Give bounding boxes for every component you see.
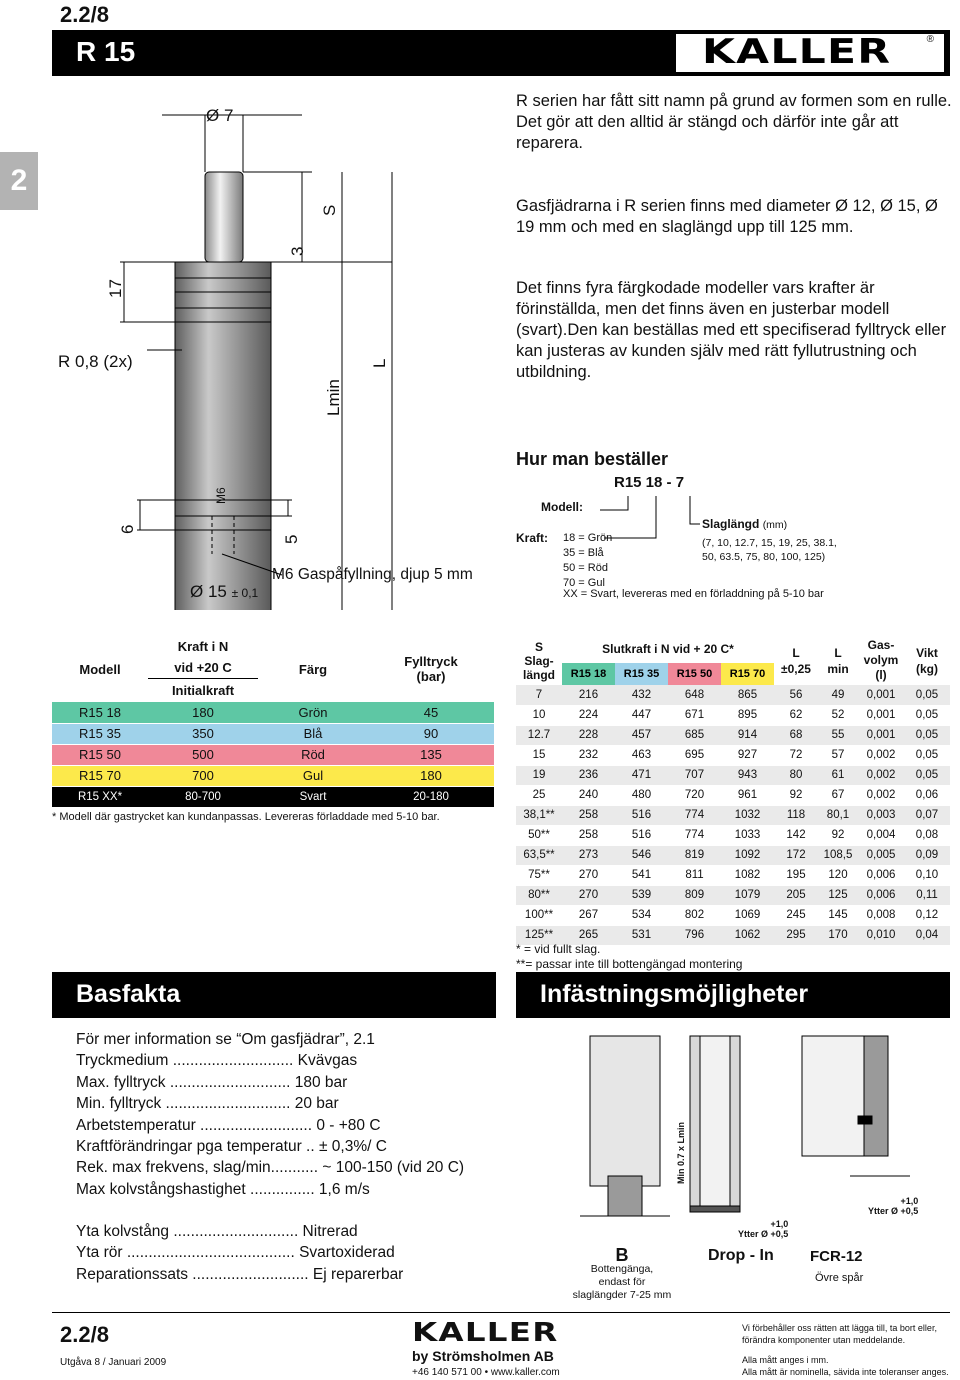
order-slag-label: Slaglängd (mm) — [702, 517, 788, 531]
table-cell: 0,004 — [858, 825, 904, 845]
order-kraft-label: Kraft: — [516, 531, 548, 545]
table-cell: 774 — [668, 825, 721, 845]
table-cell: 0,05 — [904, 745, 950, 765]
table-cell: 145 — [818, 905, 858, 925]
table-cell: 63,5** — [516, 845, 562, 865]
table-cell: 0,008 — [858, 905, 904, 925]
header-r15-18: R15 18 — [562, 663, 615, 685]
lmin-label: Lmin — [324, 379, 343, 416]
table-cell: 0,006 — [858, 865, 904, 885]
table-cell: 216 — [562, 685, 615, 705]
header-farg: Färg — [298, 661, 328, 677]
table-cell: 671 — [668, 705, 721, 725]
order-modell-label: Modell: — [541, 500, 583, 514]
table-cell: 1092 — [721, 845, 774, 865]
header-modell: Modell — [79, 661, 121, 677]
order-title: Hur man beställer — [516, 449, 669, 469]
table-cell: 457 — [615, 725, 668, 745]
table-cell: 463 — [615, 745, 668, 765]
fact-line: Max. fylltryck ............................ 180 bar — [76, 1073, 348, 1091]
table-cell: 1069 — [721, 905, 774, 925]
stroke-note-1: * = vid fullt slag. — [516, 942, 601, 956]
order-kraft-list: 18 = Grön 35 = Blå 50 = Röd 70 = Gul — [563, 532, 613, 589]
table-cell: 195 — [774, 865, 818, 885]
fact-line: Kraftförändringar pga temperatur .. ± 0,3%/ C — [76, 1138, 387, 1156]
fact-line: Max kolvstångshastighet ............... 1,6 m/s — [76, 1180, 370, 1198]
registered-mark: ® — [926, 34, 934, 45]
dim-6-label: 6 — [118, 524, 137, 534]
table-cell: 432 — [615, 685, 668, 705]
table-cell: 7 — [516, 685, 562, 705]
table-cell: 270 — [562, 865, 615, 885]
table-cell: 695 — [668, 745, 721, 765]
table-cell: 15 — [516, 745, 562, 765]
table-cell: 471 — [615, 765, 668, 785]
table-cell: 125** — [516, 925, 562, 945]
header-fylltryck: Fylltryck (bar) — [404, 654, 458, 684]
table-row — [516, 705, 950, 725]
table-cell: 170 — [818, 925, 858, 945]
dim-3-label: 3 — [288, 246, 307, 256]
title-bar — [52, 30, 950, 76]
intro-paragraph-1: R serien har fått sitt namn på grund av formen som en rulle. Det gör att den alltid är stängd och därför inte går att reparera. — [516, 92, 952, 152]
stroke-label: S — [320, 204, 339, 216]
table-cell: 1079 — [721, 885, 774, 905]
table-cell: 648 — [668, 685, 721, 705]
table-cell: 0,002 — [858, 745, 904, 765]
table-cell: 228 — [562, 725, 615, 745]
table-cell: 75** — [516, 865, 562, 885]
table-cell: 0,002 — [858, 765, 904, 785]
dim-5-label: 5 — [282, 534, 301, 544]
page-number: 2.2/8 — [60, 2, 109, 27]
table-row — [516, 805, 950, 825]
stroke-table-body — [516, 685, 950, 945]
header-slutkraft: Slutkraft i N vid + 20 C* — [602, 642, 734, 657]
fact-line: Yta rör ....................................... Svartoxiderad — [76, 1244, 395, 1262]
header-lmin: L min — [827, 645, 849, 676]
table-cell: 80** — [516, 885, 562, 905]
header-l: L ±0,25 — [781, 645, 811, 676]
table-cell: 943 — [721, 765, 774, 785]
fact-line: För mer information se “Om gasfjädrar”, 2.1 — [76, 1031, 375, 1048]
fact-line: Yta kolvstång ............................. Nitrerad — [76, 1223, 358, 1240]
table-cell: 38,1** — [516, 805, 562, 825]
fcr-description: Övre spår — [815, 1272, 864, 1284]
table-row — [516, 725, 950, 745]
table-cell: 55 — [818, 725, 858, 745]
table-cell: 0,04 — [904, 925, 950, 945]
section-tab: 2 — [0, 152, 38, 210]
table-cell: 895 — [721, 705, 774, 725]
table-cell: 49 — [818, 685, 858, 705]
m6-mark: M6 — [214, 487, 228, 504]
fact-line: Tryckmedium ............................ Kvävgas — [76, 1052, 358, 1070]
table-row: R15 XX* 80-700 Svart 20-180 — [52, 786, 494, 807]
table-cell: 0,10 — [904, 865, 950, 885]
force-table-header — [52, 636, 494, 657]
table-row — [516, 745, 950, 765]
table-cell: 72 — [774, 745, 818, 765]
table-cell: 61 — [818, 765, 858, 785]
port-note: M6 Gaspåfyllning, djup 5 mm — [272, 566, 473, 583]
fact-line: Min. fylltryck ............................. 20 bar — [76, 1095, 339, 1113]
table-row: R15 70 700 Gul 180 — [52, 765, 494, 786]
table-cell: 0,05 — [904, 705, 950, 725]
table-cell: 541 — [615, 865, 668, 885]
table-cell: 480 — [615, 785, 668, 805]
table-cell: 67 — [818, 785, 858, 805]
table-cell: 80,1 — [818, 805, 858, 825]
basfakta-title: Basfakta — [76, 980, 181, 1008]
table-row — [516, 685, 950, 705]
table-cell: 0,002 — [858, 785, 904, 805]
table-cell: 68 — [774, 725, 818, 745]
table-cell: 232 — [562, 745, 615, 765]
header-r15-50: R15 50 — [668, 663, 721, 685]
table-cell: 120 — [818, 865, 858, 885]
table-cell: 12.7 — [516, 725, 562, 745]
header-slaglangd: S Slag- längd — [523, 639, 555, 682]
table-cell: 927 — [721, 745, 774, 765]
table-cell: 10 — [516, 705, 562, 725]
table-row — [516, 905, 950, 925]
table-cell: 796 — [668, 925, 721, 945]
stroke-note-2: **= passar inte till bottengängad montering — [516, 957, 743, 971]
logo-text: KALLER — [702, 32, 892, 72]
table-cell: 447 — [615, 705, 668, 725]
cylinder-tube — [175, 262, 271, 610]
table-cell: 258 — [562, 825, 615, 845]
table-cell: 0,11 — [904, 885, 950, 905]
table-cell: 539 — [615, 885, 668, 905]
table-cell: 0,12 — [904, 905, 950, 925]
b-mount-shape — [590, 1036, 660, 1186]
footer-disclaimer: Vi förbehåller oss rätten att lägga till, ta bort eller, förändra komponenter utan meddelande. Alla mått anges i mm. Alla mått är nominella, sävida inte toleranser anges. — [742, 1323, 949, 1377]
header-r15-35: R15 35 — [615, 663, 668, 685]
table-cell: 265 — [562, 925, 615, 945]
fcr-tolerance: +1,0 Ytter Ø +0,5 — [868, 1196, 919, 1216]
table-cell: 802 — [668, 905, 721, 925]
header-kraft: Kraft i N — [177, 639, 229, 654]
table-cell: 19 — [516, 765, 562, 785]
table-cell: 0,06 — [904, 785, 950, 805]
table-cell: 295 — [774, 925, 818, 945]
kaller-logo — [676, 34, 944, 72]
table-cell: 819 — [668, 845, 721, 865]
b-title: B — [615, 1245, 629, 1265]
table-cell: 25 — [516, 785, 562, 805]
table-cell: 0,001 — [858, 685, 904, 705]
drop-tolerance: +1,0 Ytter Ø +0,5 — [738, 1219, 789, 1239]
table-cell: 205 — [774, 885, 818, 905]
table-row: R15 18 180 Grön 45 — [52, 702, 494, 723]
table-cell: 0,05 — [904, 725, 950, 745]
dim-17-label: 17 — [106, 279, 125, 298]
table-cell: 1033 — [721, 825, 774, 845]
table-cell: 809 — [668, 885, 721, 905]
page-title: R 15 — [76, 36, 136, 67]
header-gasvolym: Gas- volym (l) — [863, 638, 899, 682]
piston-rod — [205, 172, 243, 262]
table-cell: 52 — [818, 705, 858, 725]
table-cell: 142 — [774, 825, 818, 845]
table-row — [516, 825, 950, 845]
table-cell: 516 — [615, 825, 668, 845]
table-row — [516, 865, 950, 885]
table-cell: 92 — [818, 825, 858, 845]
fact-line: Rek. max frekvens, slag/min........... ~ 100-150 (vid 20 C) — [76, 1159, 465, 1177]
table-cell: 546 — [615, 845, 668, 865]
table-cell: 0,05 — [904, 765, 950, 785]
force-table — [52, 636, 494, 807]
order-xx-note: XX = Svart, levereras med en förladdning på 5-10 bar — [563, 588, 824, 600]
table-cell: 56 — [774, 685, 818, 705]
header-initialkraft: Initialkraft — [171, 682, 235, 698]
table-cell: 961 — [721, 785, 774, 805]
order-code: R15 18 - 7 — [614, 474, 685, 491]
min-label: Min 0.7 x Lmin — [676, 1121, 686, 1184]
table-cell: 0,010 — [858, 925, 904, 945]
table-cell: 80 — [774, 765, 818, 785]
table-cell: 0,003 — [858, 805, 904, 825]
table-cell: 62 — [774, 705, 818, 725]
table-cell: 534 — [615, 905, 668, 925]
table-cell: 774 — [668, 805, 721, 825]
basfakta-bar — [52, 972, 496, 1018]
table-cell: 865 — [721, 685, 774, 705]
table-cell: 108,5 — [818, 845, 858, 865]
table-cell: 914 — [721, 725, 774, 745]
table-cell: 720 — [668, 785, 721, 805]
table-cell: 224 — [562, 705, 615, 725]
header-vikt: Vikt (kg) — [916, 645, 938, 676]
table-cell: 0,05 — [904, 685, 950, 705]
footer-edition: Utgåva 8 / Januari 2009 — [60, 1357, 167, 1368]
fcr-shape — [802, 1036, 864, 1156]
basfakta-list-2 — [76, 1221, 403, 1285]
tube-diameter-label: Ø 15 ± 0,1 — [190, 582, 259, 601]
table-row — [516, 785, 950, 805]
fact-line: Arbetstemperatur .......................... 0 - +80 C — [76, 1116, 381, 1134]
table-cell: 258 — [562, 805, 615, 825]
footer-rule — [52, 1312, 950, 1313]
basfakta-list-1 — [76, 1029, 464, 1200]
intro-paragraph-3: Det finns fyra färgkodade modeller vars krafter är förinställda, men det finns även en justerbar modell (svart).Den kan beställas med ett specifiserad fylltryck eller kan justeras av kunden själv med rätt fyllutrustning och utbildning. — [516, 279, 947, 381]
stroke-table — [516, 636, 950, 946]
table-cell: 270 — [562, 885, 615, 905]
table-row — [516, 885, 950, 905]
table-cell: 811 — [668, 865, 721, 885]
stroke-table-header — [516, 636, 950, 663]
header-vid: vid +20 C — [148, 657, 258, 678]
mounting-title: Infästningsmöjligheter — [540, 980, 809, 1008]
table-row: R15 50 500 Röd 135 — [52, 744, 494, 765]
table-cell: 245 — [774, 905, 818, 925]
table-cell: 707 — [668, 765, 721, 785]
table-cell: 0,08 — [904, 825, 950, 845]
intro-paragraph-2: Gasfjädrarna i R serien finns med diameter Ø 12, Ø 15, Ø 19 mm och med en slaglängd upp till 125 mm. — [516, 197, 938, 236]
table-cell: 236 — [562, 765, 615, 785]
table-cell: 273 — [562, 845, 615, 865]
table-cell: 50** — [516, 825, 562, 845]
table-cell: 240 — [562, 785, 615, 805]
table-cell: 0,005 — [858, 845, 904, 865]
table-cell: 125 — [818, 885, 858, 905]
drop-in-shape — [690, 1036, 700, 1206]
order-slag-values: (7, 10, 12.7, 15, 19, 25, 38.1, 50, 63.5, 75, 80, 100, 125) — [702, 537, 837, 563]
footer-logo: KALLER — [412, 1318, 559, 1348]
table-cell: 1032 — [721, 805, 774, 825]
table-cell: 685 — [668, 725, 721, 745]
table-cell: 0,006 — [858, 885, 904, 905]
table-cell: 100** — [516, 905, 562, 925]
fcr-title: FCR-12 — [810, 1248, 863, 1265]
b-description: Bottengänga, endast för slaglängder 7-25 mm — [572, 1263, 672, 1301]
table-cell: 57 — [818, 745, 858, 765]
length-label: L — [370, 358, 389, 368]
rod-diameter-label: Ø 7 — [206, 106, 234, 125]
table-cell: 0,001 — [858, 705, 904, 725]
footer-contact: +46 140 571 00 • www.kaller.com — [412, 1367, 560, 1378]
mounting-bar — [516, 972, 950, 1018]
table-cell: 118 — [774, 805, 818, 825]
table-cell: 0,07 — [904, 805, 950, 825]
table-cell: 531 — [615, 925, 668, 945]
table-cell: 0,09 — [904, 845, 950, 865]
header-r15-70: R15 70 — [721, 663, 774, 685]
table-cell: 172 — [774, 845, 818, 865]
fact-line: Reparationssats ........................... Ej reparerbar — [76, 1265, 404, 1283]
table-cell: 516 — [615, 805, 668, 825]
table-row: R15 35 350 Blå 90 — [52, 723, 494, 744]
force-table-note: * Modell där gastrycket kan kundanpassas. Levereras förladdade med 5-10 bar. — [52, 811, 440, 823]
table-row — [516, 845, 950, 865]
table-cell: 267 — [562, 905, 615, 925]
table-row — [516, 765, 950, 785]
radius-label: R 0,8 (2x) — [58, 352, 133, 371]
table-cell: 0,001 — [858, 725, 904, 745]
footer-company: by Strömsholmen AB — [412, 1348, 554, 1364]
footer-page-number: 2.2/8 — [60, 1322, 109, 1347]
table-cell: 1062 — [721, 925, 774, 945]
table-cell: 1082 — [721, 865, 774, 885]
drop-in-title: Drop - In — [708, 1247, 774, 1264]
table-cell: 92 — [774, 785, 818, 805]
